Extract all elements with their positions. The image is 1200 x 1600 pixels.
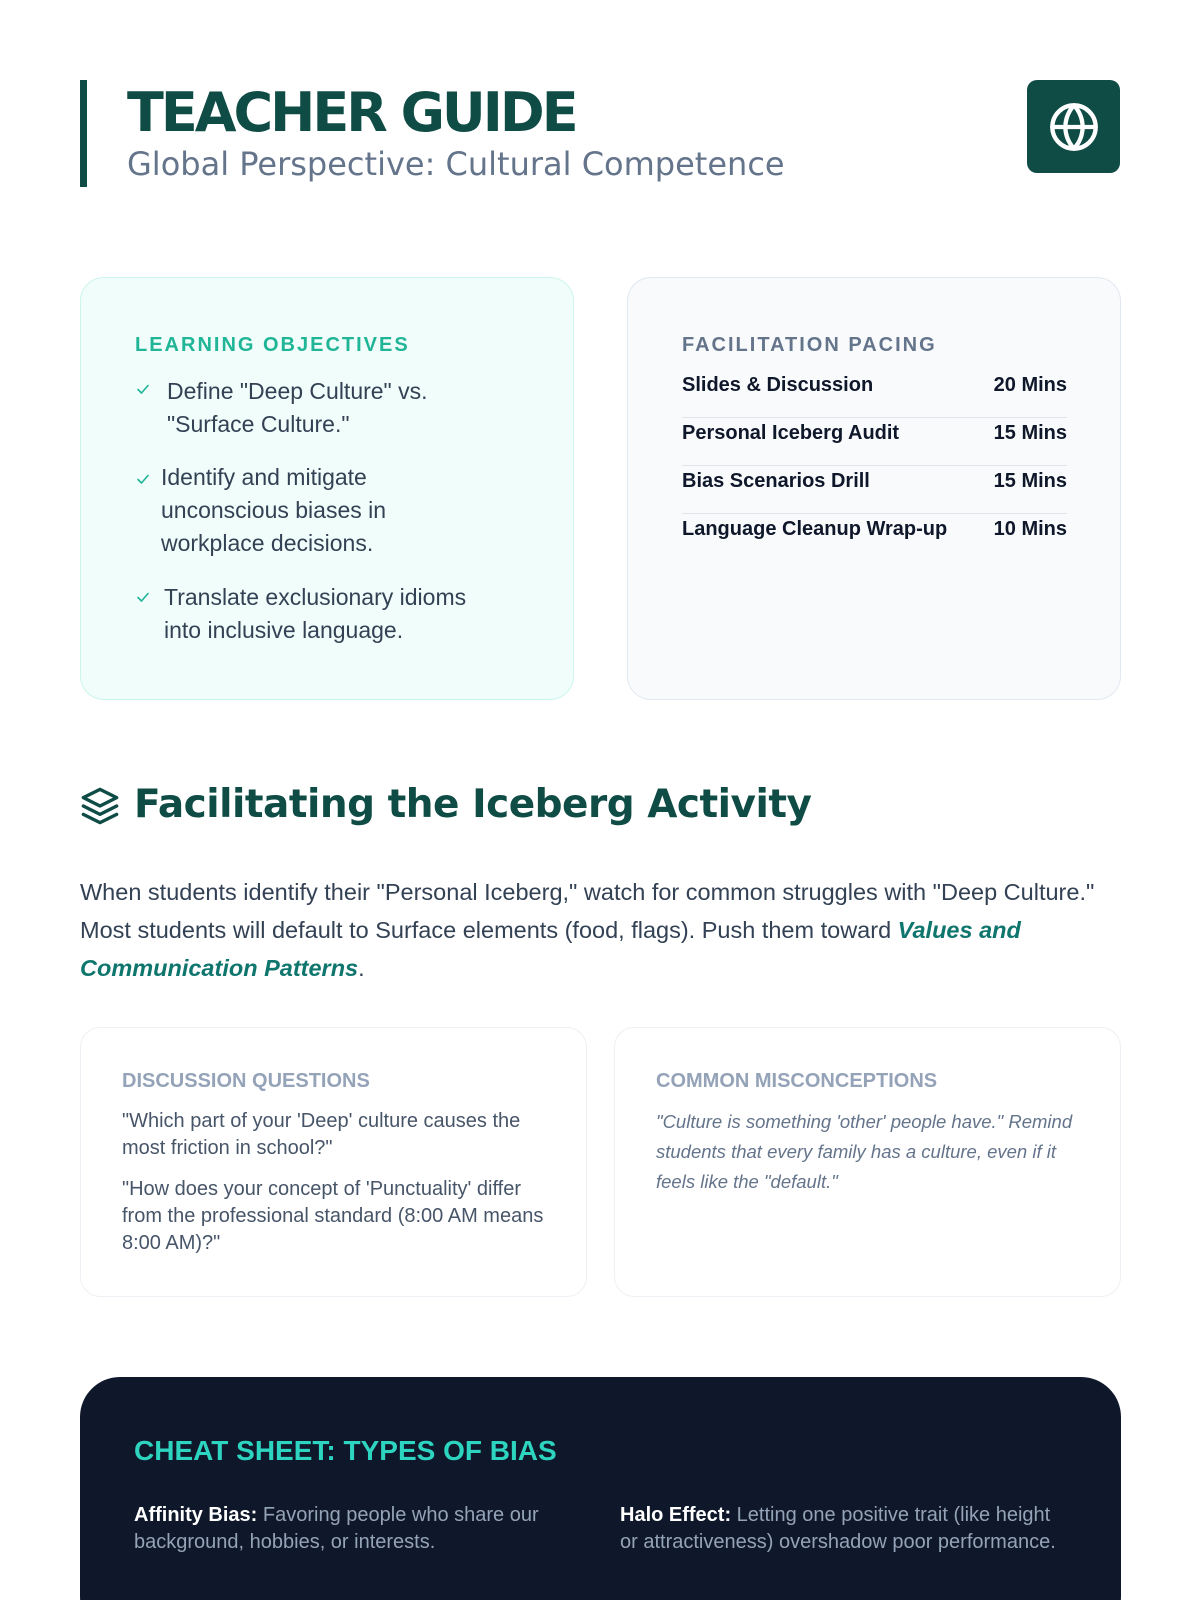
- intro-end: .: [358, 955, 365, 981]
- page-header: [80, 80, 1120, 187]
- pacing-row: [682, 370, 1067, 418]
- check-icon: [135, 471, 151, 487]
- cheat-sheet-title: CHEAT SHEET: TYPES OF BIAS: [134, 1435, 557, 1466]
- pacing-duration: 10 Mins: [993, 518, 1067, 540]
- bias-item: [620, 1502, 1060, 1556]
- bias-definition: Letting one positive trait (like height or attractiveness) overshadow poor performance.: [620, 1504, 1056, 1553]
- pacing-duration: 20 Mins: [993, 374, 1067, 396]
- discussion-questions-label: DISCUSSION QUESTIONS: [122, 1070, 370, 1092]
- learning-objectives-card: [80, 277, 574, 700]
- pacing-row: [682, 466, 1067, 514]
- discussion-question: "Which part of your 'Deep' culture causes the most friction in school?": [122, 1110, 521, 1159]
- facilitation-pacing-label: FACILITATION PACING: [682, 334, 937, 356]
- section-title: Facilitating the Iceberg Activity: [134, 782, 812, 827]
- pacing-duration: 15 Mins: [993, 470, 1067, 492]
- page-subtitle: Global Perspective: Cultural Competence: [127, 145, 785, 183]
- bias-definition: Favoring people who share our background, hobbies, or interests.: [134, 1504, 539, 1553]
- misconceptions-card: [614, 1027, 1121, 1297]
- objective-item: [135, 461, 535, 560]
- facilitation-pacing-card: [627, 277, 1121, 700]
- bias-item: [134, 1502, 574, 1556]
- intro-text: When students identify their "Personal Iceberg," watch for common struggles with "Deep Culture." Most students will default to Surface elements (food, flags). Push them toward: [80, 879, 1095, 943]
- bias-term: Halo Effect:: [620, 1504, 732, 1526]
- misconception-text: "Culture is something 'other' people have." Remind students that every family has a culture, even if it feels like the "default.": [656, 1111, 1073, 1192]
- intro-emphasis: Values and Communication Patterns: [80, 917, 1021, 981]
- objective-text: Define "Deep Culture" vs.: [167, 378, 428, 404]
- bias-cheat-sheet: [80, 1377, 1121, 1600]
- objective-text: into inclusive language.: [164, 617, 404, 643]
- pacing-activity: Language Cleanup Wrap-up: [682, 518, 948, 540]
- pacing-row: [682, 418, 1067, 466]
- globe-icon: [1027, 80, 1120, 173]
- objective-text: Translate exclusionary idioms: [164, 584, 467, 610]
- section-intro: [80, 873, 1130, 987]
- objective-text: Identify and mitigate: [161, 464, 367, 490]
- objective-text: unconscious biases in: [161, 497, 387, 523]
- objective-text: "Surface Culture.": [167, 411, 350, 437]
- pacing-activity: Slides & Discussion: [682, 374, 874, 396]
- learning-objectives-label: LEARNING OBJECTIVES: [135, 334, 410, 356]
- bias-term: Affinity Bias:: [134, 1504, 258, 1526]
- pacing-duration: 15 Mins: [993, 422, 1067, 444]
- page-title: TEACHER GUIDE: [127, 81, 576, 144]
- discussion-question: "How does your concept of 'Punctuality' differ from the professional standard (8:00 AM means 8:00 AM)?": [122, 1178, 544, 1254]
- objective-item: [135, 581, 535, 647]
- header-accent-bar: [80, 80, 87, 187]
- pacing-activity: Personal Iceberg Audit: [682, 422, 900, 444]
- discussion-questions-card: [80, 1027, 587, 1297]
- misconceptions-label: COMMON MISCONCEPTIONS: [656, 1070, 938, 1092]
- check-icon: [135, 589, 151, 605]
- objective-text: workplace decisions.: [161, 530, 374, 556]
- pacing-row: [682, 514, 1067, 562]
- pacing-activity: Bias Scenarios Drill: [682, 470, 870, 492]
- layers-icon: [80, 786, 120, 826]
- objective-item: [135, 375, 535, 441]
- check-icon: [135, 381, 151, 397]
